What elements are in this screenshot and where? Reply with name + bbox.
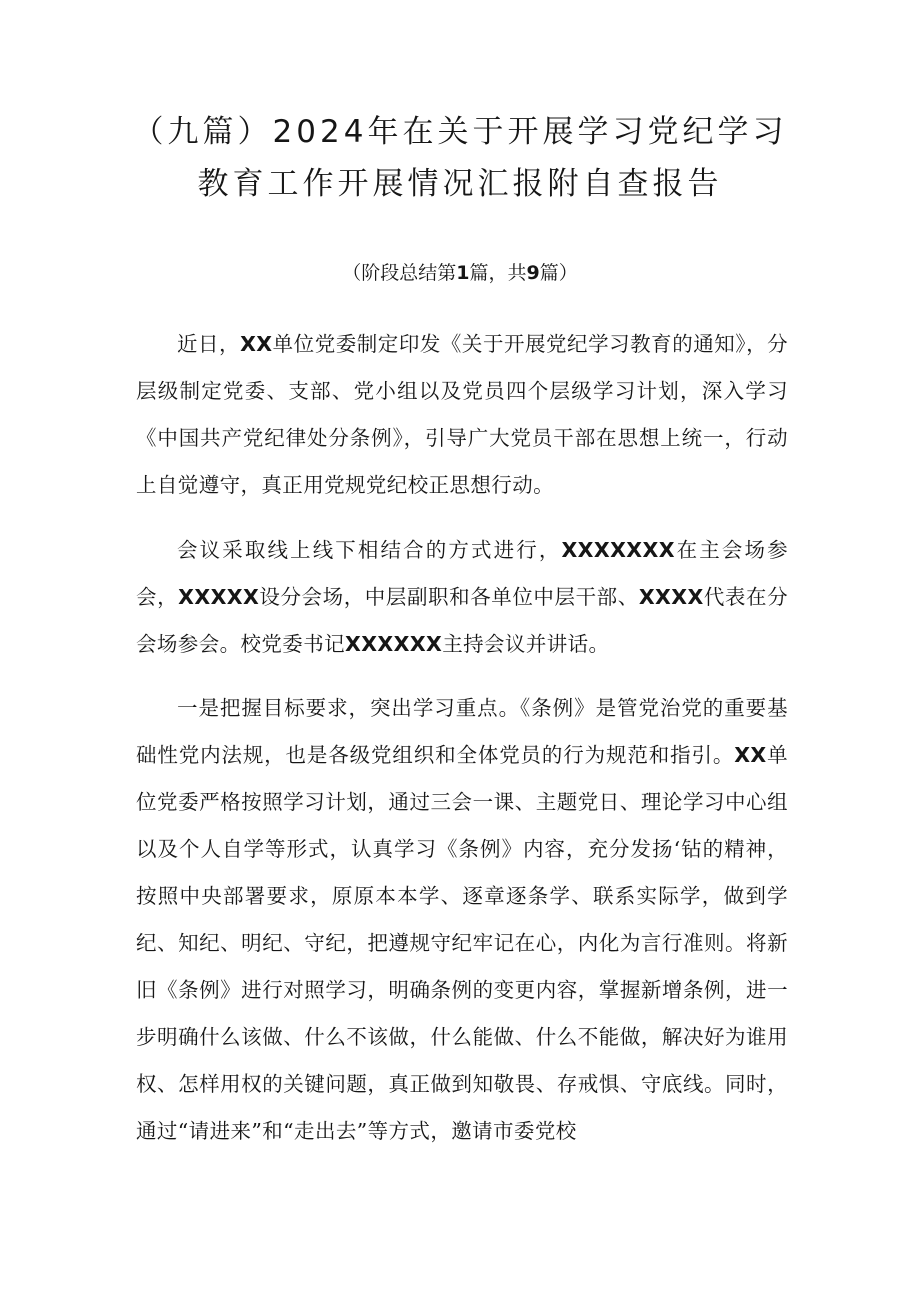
paragraph-1: 近日，XX单位党委制定印发《关于开展党纪学习教育的通知》，分层级制定党委、支部、党小组以及党员四个层级学习计划，深入学习《中国共产党纪律处分条例》，引导广大党员干部在思想上统一，行动上自觉遵守，真正用党规党纪校正思想行动。 — [136, 332, 789, 497]
document-title-line-1: （九篇）2024年在关于开展学习党纪学习 — [132, 114, 788, 150]
document-subtitle: （阶段总结第1篇，共9篇） — [342, 262, 578, 284]
document-title-line-2: 教育工作开展情况汇报附自查报告 — [197, 166, 723, 202]
paragraph-2: 会议采取线上线下相结合的方式进行，XXXXXXX在主会场参会，XXXXX设分会场，中层副职和各单位中层干部、XXXX代表在分会场参会。校党委书记XXXXXX主持会议并讲话。 — [136, 538, 788, 656]
paragraph-3: 一是把握目标要求，突出学习重点。《条例》是管党治党的重要基础性党内法规，也是各级党组织和全体党员的行为规范和指引。XX单位党委严格按照学习计划，通过三会一课、主题党日、理论学习中心组以及个人自学等形式，认真学习《条例》内容，充分发扬‘钻的精神，按照中央部署要求，原原本本学、逐章逐条学、联系实际学，做到学纪、知纪、明纪、守纪，把遵规守纪牢记在心，内化为言行准则。将新旧《条例》进行对照学习，明确条例的变更内容，掌握新增条例，进一步明确什么该做、什么不该做，什么能做、什么不能做，解决好为谁用权、怎样用权的关键问题，真正做到知敬畏、存戒惧、守底线。同时，通过“请进来”和“走出去”等方式，邀请市委党校 — [136, 696, 788, 1143]
